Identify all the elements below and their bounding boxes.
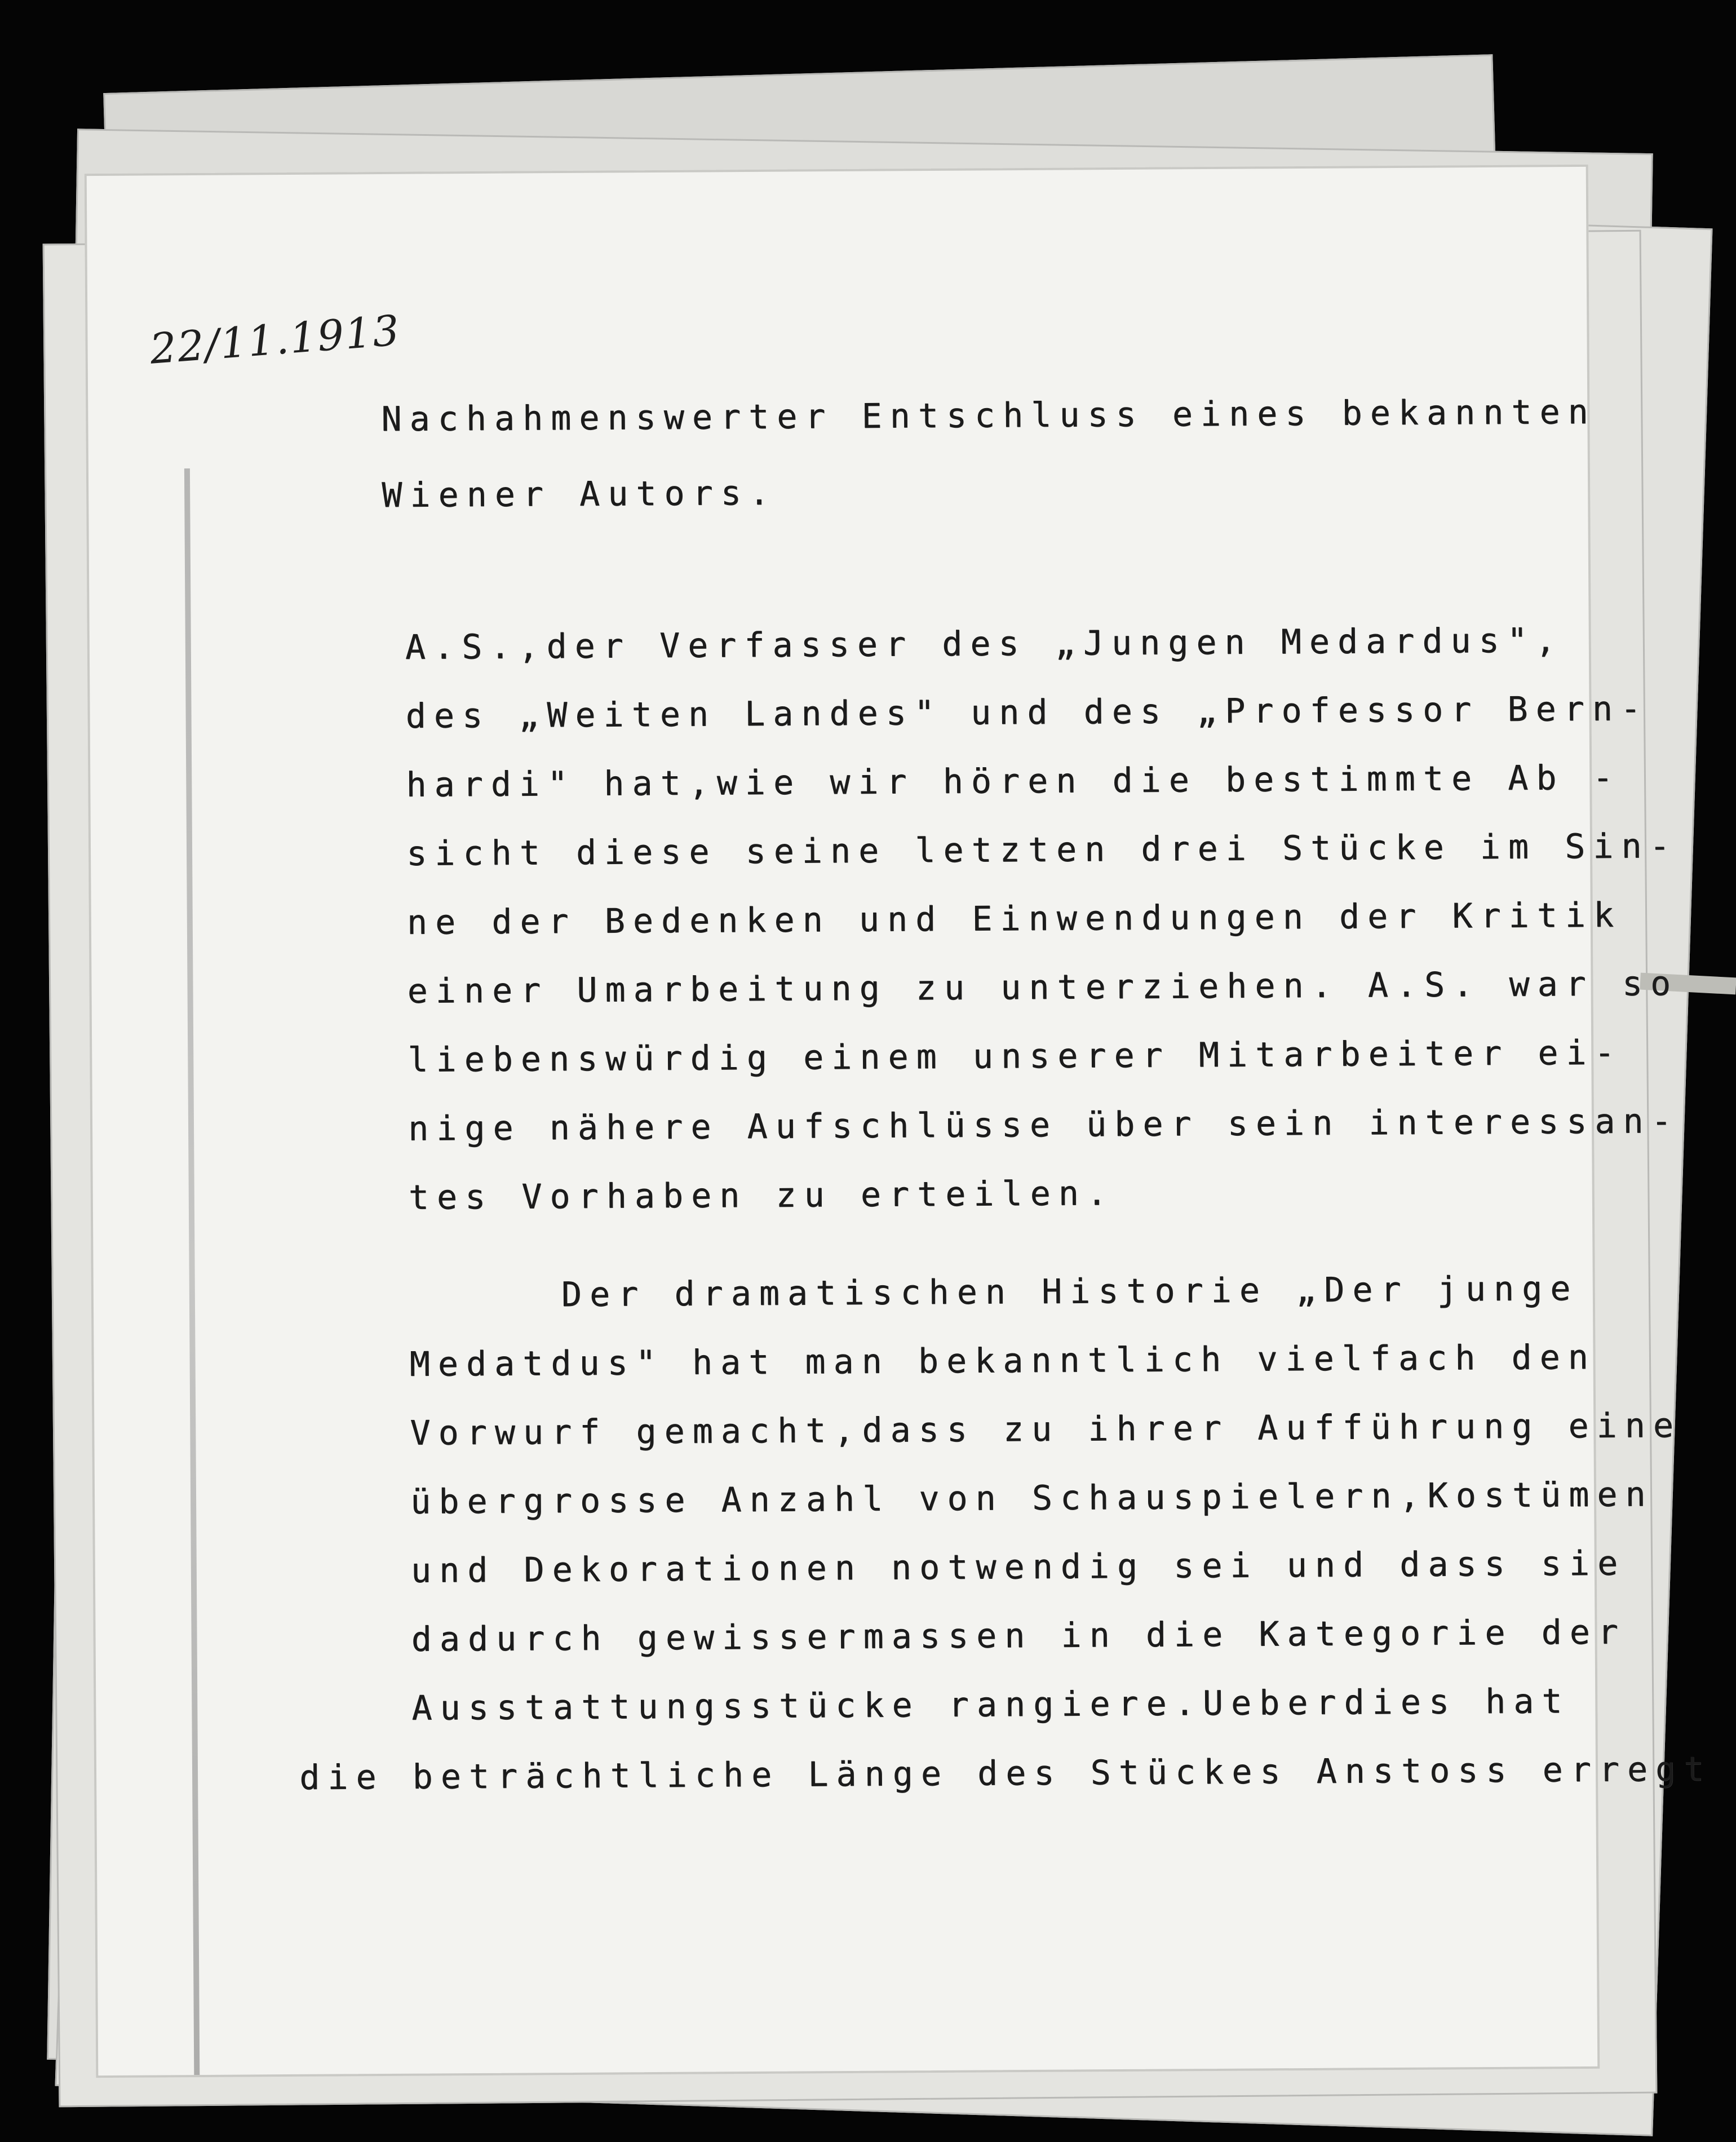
typewritten-page [85, 165, 1712, 2078]
paragraph-line: die beträchtliche Länge des Stückes Anstoss erregt [299, 1749, 1712, 1798]
paragraph-line: hardi" hat,wie wir hören die bestimmte Ab - [406, 758, 1621, 805]
article-title-line: Wiener Autors. [381, 473, 778, 515]
paragraph-line: dadurch gewissermassen in die Kategorie der [411, 1612, 1627, 1659]
paragraph-line: sicht diese seine letzten drei Stücke im Sin- [406, 826, 1678, 874]
paragraph-line: ne der Bedenken und Einwendungen der Kritik [406, 895, 1622, 942]
paragraph-line: nige nähere Aufschlüsse über sein interessan- [408, 1101, 1680, 1149]
paragraph-line: des „Weiten Landes" und des „Professor Bern- [405, 689, 1649, 736]
paragraph-line: Der dramatischen Historie „Der junge [561, 1269, 1579, 1315]
paragraph-line: einer Umarbeitung zu unterziehen. A.S. war so [407, 963, 1679, 1011]
paragraph-line: tes Vorhaben zu erteilen. [408, 1174, 1115, 1218]
article-title-line: Nachahmenswerter Entschluss eines bekannten [381, 392, 1596, 439]
binding-shadow [184, 468, 200, 2075]
paragraph-line: und Dekorationen notwendig sei und dass sie [410, 1543, 1626, 1591]
handwritten-date: 22/11.1913 [148, 306, 402, 374]
paragraph-line: Medatdus" hat man bekanntlich vielfach den [409, 1337, 1596, 1384]
paragraph-line: Vorwurf gemacht,dass zu ihrer Aufführung eine [410, 1405, 1682, 1453]
paragraph-line: Ausstattungsstücke rangiere.Ueberdies hat [411, 1681, 1570, 1728]
paragraph-line: liebenswürdig einem unserer Mitarbeiter ei- [408, 1033, 1623, 1080]
paragraph-line: übergrosse Anzahl von Schauspielern,Kostümen [410, 1475, 1654, 1522]
paragraph-line: A.S.,der Verfasser des „Jungen Medardus", [405, 621, 1564, 667]
